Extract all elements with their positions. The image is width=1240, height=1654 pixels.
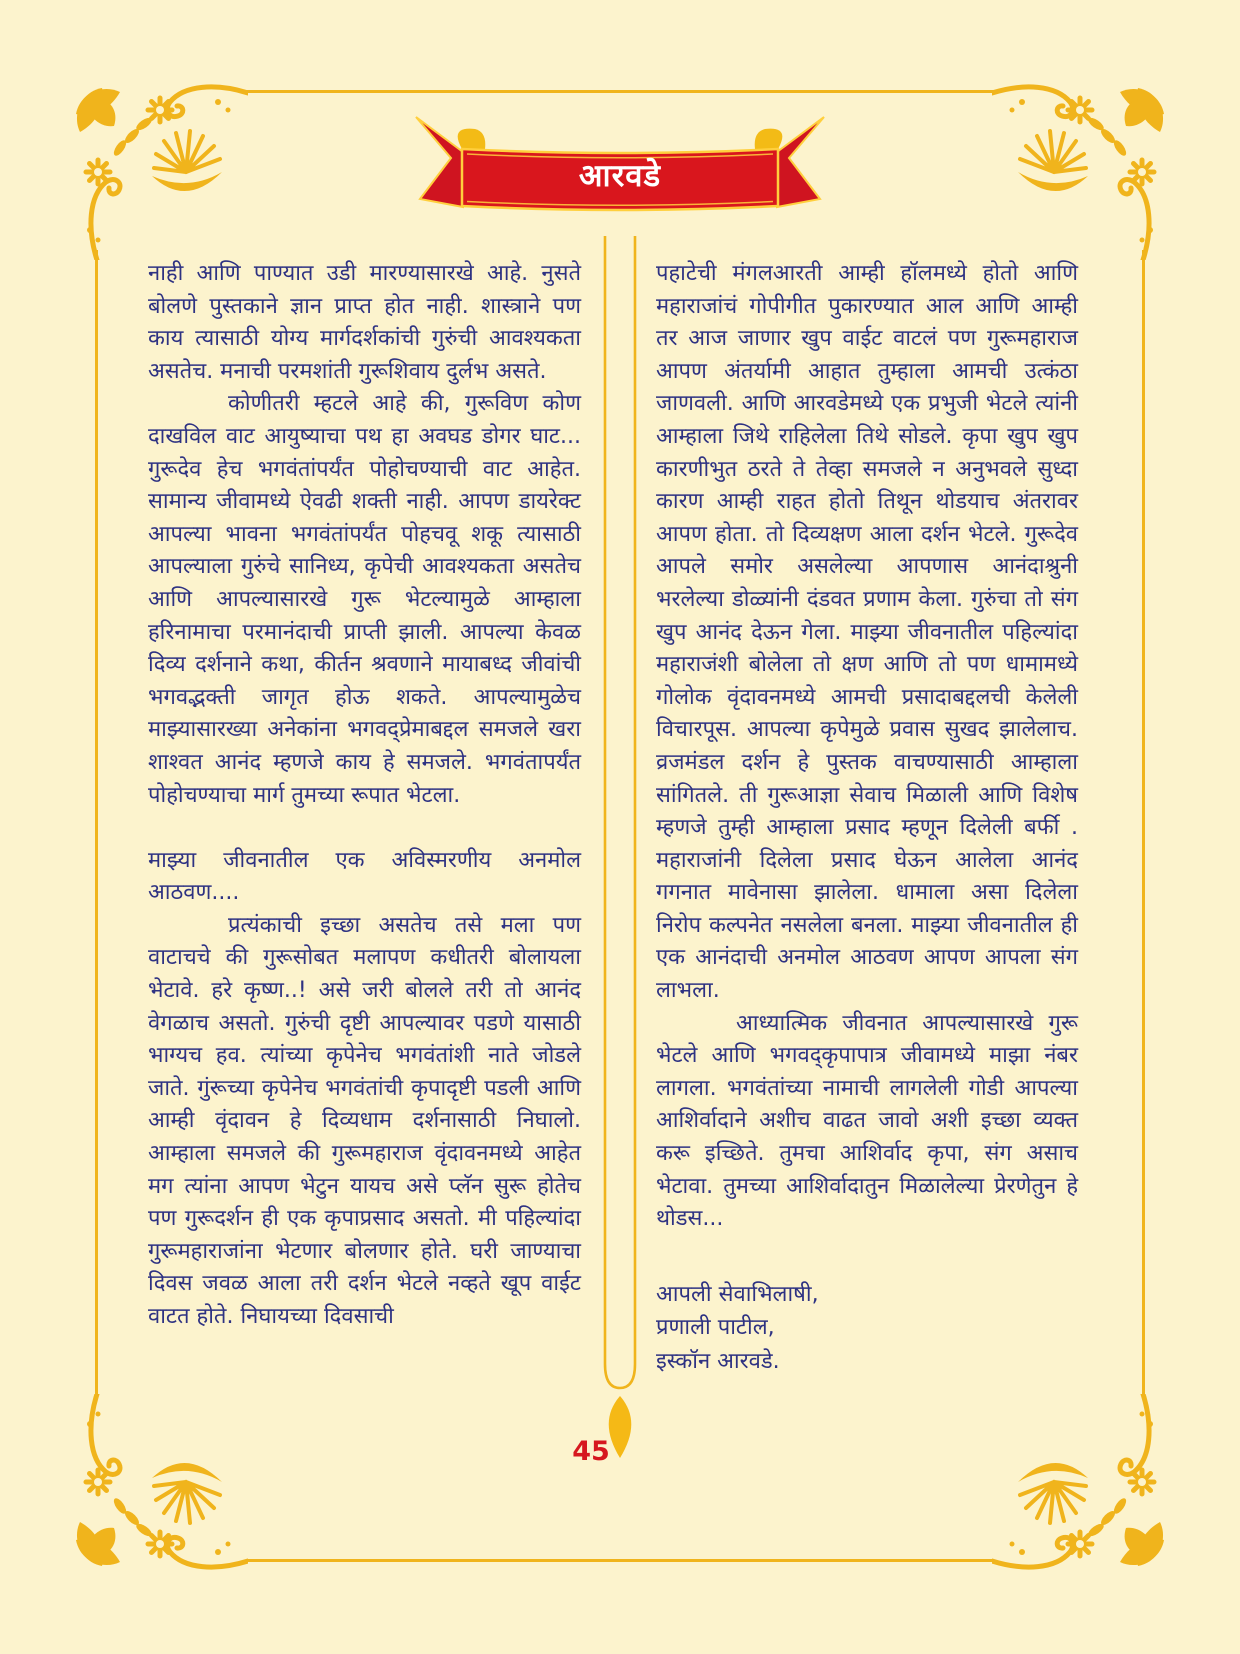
border-right-line <box>1142 250 1145 1396</box>
pendant-drop-rule-icon <box>599 236 641 1458</box>
paragraph: आध्यात्मिक जीवनात आपल्यासारखे गुरू भेटले आणि भगवद्कृपापात्र जीवामध्ये माझा नंबर लागला. भगवंतांच्या नामाची लागलेली गोडी आपल्या आशिर्वादाने अशीच वाढत जावो अशी इच्छा व्यक्त करू इच्छिते. तुमचा आशिर्वाद कृपा, संग असाच भेटावा. तुमच्या आशिर्वादातुन मिळालेल्या प्रेरणेतुन हे थोडस... <box>656 1010 1078 1232</box>
paragraph: पहाटेची मंगलआरती आम्ही हॉलमध्ये होतो आणि महाराजांचं गोपीगीत पुकारण्यात आल आणि आम्ही तर आज जाणार खुप वाईट वाटलं पण गुरूमहाराज आपण अंतर्यामी आहात तुम्हाला आमची उत्कंठा जाणवली. आणि आरवडेमध्ये एक प्रभुजी भेटले त्यांनी आम्हाला जिथे राहिलेला तिथे सोडले. कृपा खुप खुप कारणीभुत ठरते ते तेव्हा समजले न अनुभवले सुध्दा कारण आम्ही राहत होतो तिथून थोडयाच अंतरावर आपण होता. तो दिव्यक्षण आला दर्शन भेटले. गुरूदेव आपले समोर असलेल्या आपणास आनंदाश्रुनी भरलेल्या डोळ्यांनी दंडवत प्रणाम केला. गुरुंचा तो संग खुप आनंद देऊन गेला. माझ्या जीवनातील पहिल्यांदा महाराजंशी बोलेला तो क्षण आणि तो पण धामामध्ये गोलोक वृंदावनमध्ये आमची प्रसादाबद्दलची केलेली विचारपूस. आपल्या कृपेमुळे प्रवास सुखद झालेलाच. व्रजमंडल दर्शन हे पुस्तक वाचण्यासाठी आम्हाला सांगितले. ती गुरूआज्ञा सेवाच मिळाली आणि विशेष म्हणजे तुम्ही आम्हाला प्रसाद म्हणून दिलेली बर्फी . महाराजांनी दिलेला प्रसाद घेऊन आलेला आनंद गगनात मावेनासा झालेला. धामाला असा दिलेला निरोप कल्पनेत नसलेला बनला. माझ्या जीवनातील ही एक आनंदाची अनमोल आठवण आपण आपला संग लाभला. <box>656 261 1078 1004</box>
signature-line: आपली सेवाभिलाषी, <box>656 1281 819 1307</box>
corner-ornament-icon <box>992 1394 1172 1574</box>
signature-block <box>656 1278 1078 1379</box>
signature-line: इस्कॉन आरवडे. <box>656 1348 780 1374</box>
paragraph: माझ्या जीवनातील एक अविस्मरणीय अनमोल आठवण.... <box>148 847 581 906</box>
page-title: आरवडे <box>578 158 662 194</box>
paragraph: नाही आणि पाण्यात उडी मारण्यासारखे आहे. नुसते बोलणे पुस्तकाने ज्ञान प्राप्त होत नाही. शास्त्राने पण काय त्यासाठी योग्य मार्गदर्शकांची गुरुंची आवश्यकता असतेच. मनाची परमशांती गुरूशिवाय दुर्लभ असते. <box>148 261 581 384</box>
corner-ornament-icon <box>992 80 1172 260</box>
border-top-line <box>246 90 994 93</box>
border-left-line <box>95 250 98 1396</box>
page-number: 45 <box>572 1436 610 1467</box>
corner-ornament-icon <box>68 80 248 260</box>
right-column <box>656 258 1078 1378</box>
corner-ornament-icon <box>68 1394 248 1574</box>
signature-line: प्रणाली पाटील, <box>656 1315 775 1341</box>
left-column <box>148 258 581 1334</box>
paragraph: कोणीतरी म्हटले आहे की, गुरूविण कोण दाखविल वाट आयुष्याचा पथ हा अवघड डोगर घाट... गुरूदेव हेच भगवंतांपर्यंत पोहोचण्याची वाट आहेत. सामान्य जीवामध्ये ऐवढी शक्ती नाही. आपण डायरेक्ट आपल्या भावना भगवंतांपर्यंत पोहचवू शकू त्यासाठी आपल्याला गुरुंचे सानिध्य, कृपेची आवश्यकता असतेच आणि आपल्यासारखे गुरू भेटल्यामुळे आम्हाला हरिनामाचा परमानंदाची प्राप्ती झाली. आपल्या केवळ दिव्य दर्शनाने कथा, कीर्तन श्रवणाने मायाबध्द जीवांची भगवद्भक्ती जागृत होऊ शकते. आपल्यामुळेच माझ्यासारख्या अनेकांना भगवद्प्रेमाबद्दल समजले खरा शाश्वत आनंद म्हणजे काय हे समजले. भगवंतापर्यंत पोहोचण्याचा मार्ग तुमच्या रूपात भेटला. <box>148 391 581 808</box>
border-bottom-line <box>246 1559 994 1562</box>
paragraph: प्रत्यंकाची इच्छा असतेच तसे मला पण वाटाचचे की गुरूसोबत मलापण कधीतरी बोलायला भेटावे. हरे कृष्ण..! असे जरी बोलले तरी तो आनंद वेगळाच असतो. गुरुंची दृष्टी आपल्यावर पडणे यासाठी भाग्यच हव. त्यांच्या कृपेनेच भगवंतांशी नाते जोडले जाते. गुंरूच्या कृपेनेच भगवंतांची कृपादृष्टी पडली आणि आम्ही वृंदावन हे दिव्यधाम दर्शनासाठी निघालो. आम्हाला समजले की गुरूमहाराज वृंदावनमध्ये आहेत मग त्यांना आपण भेटुन यायच असे प्लॅन सुरू होतेच पण गुरूदर्शन ही एक कृपाप्रसाद असतो. मी पहिल्यांदा गुरूमहाराजांना भेटणार बोलणार होते. घरी जाण्याचा दिवस जवळ आला तरी दर्शन भेटले नव्हते खूप वाईट वाटत होते. निघायच्या दिवसाची <box>148 912 581 1329</box>
